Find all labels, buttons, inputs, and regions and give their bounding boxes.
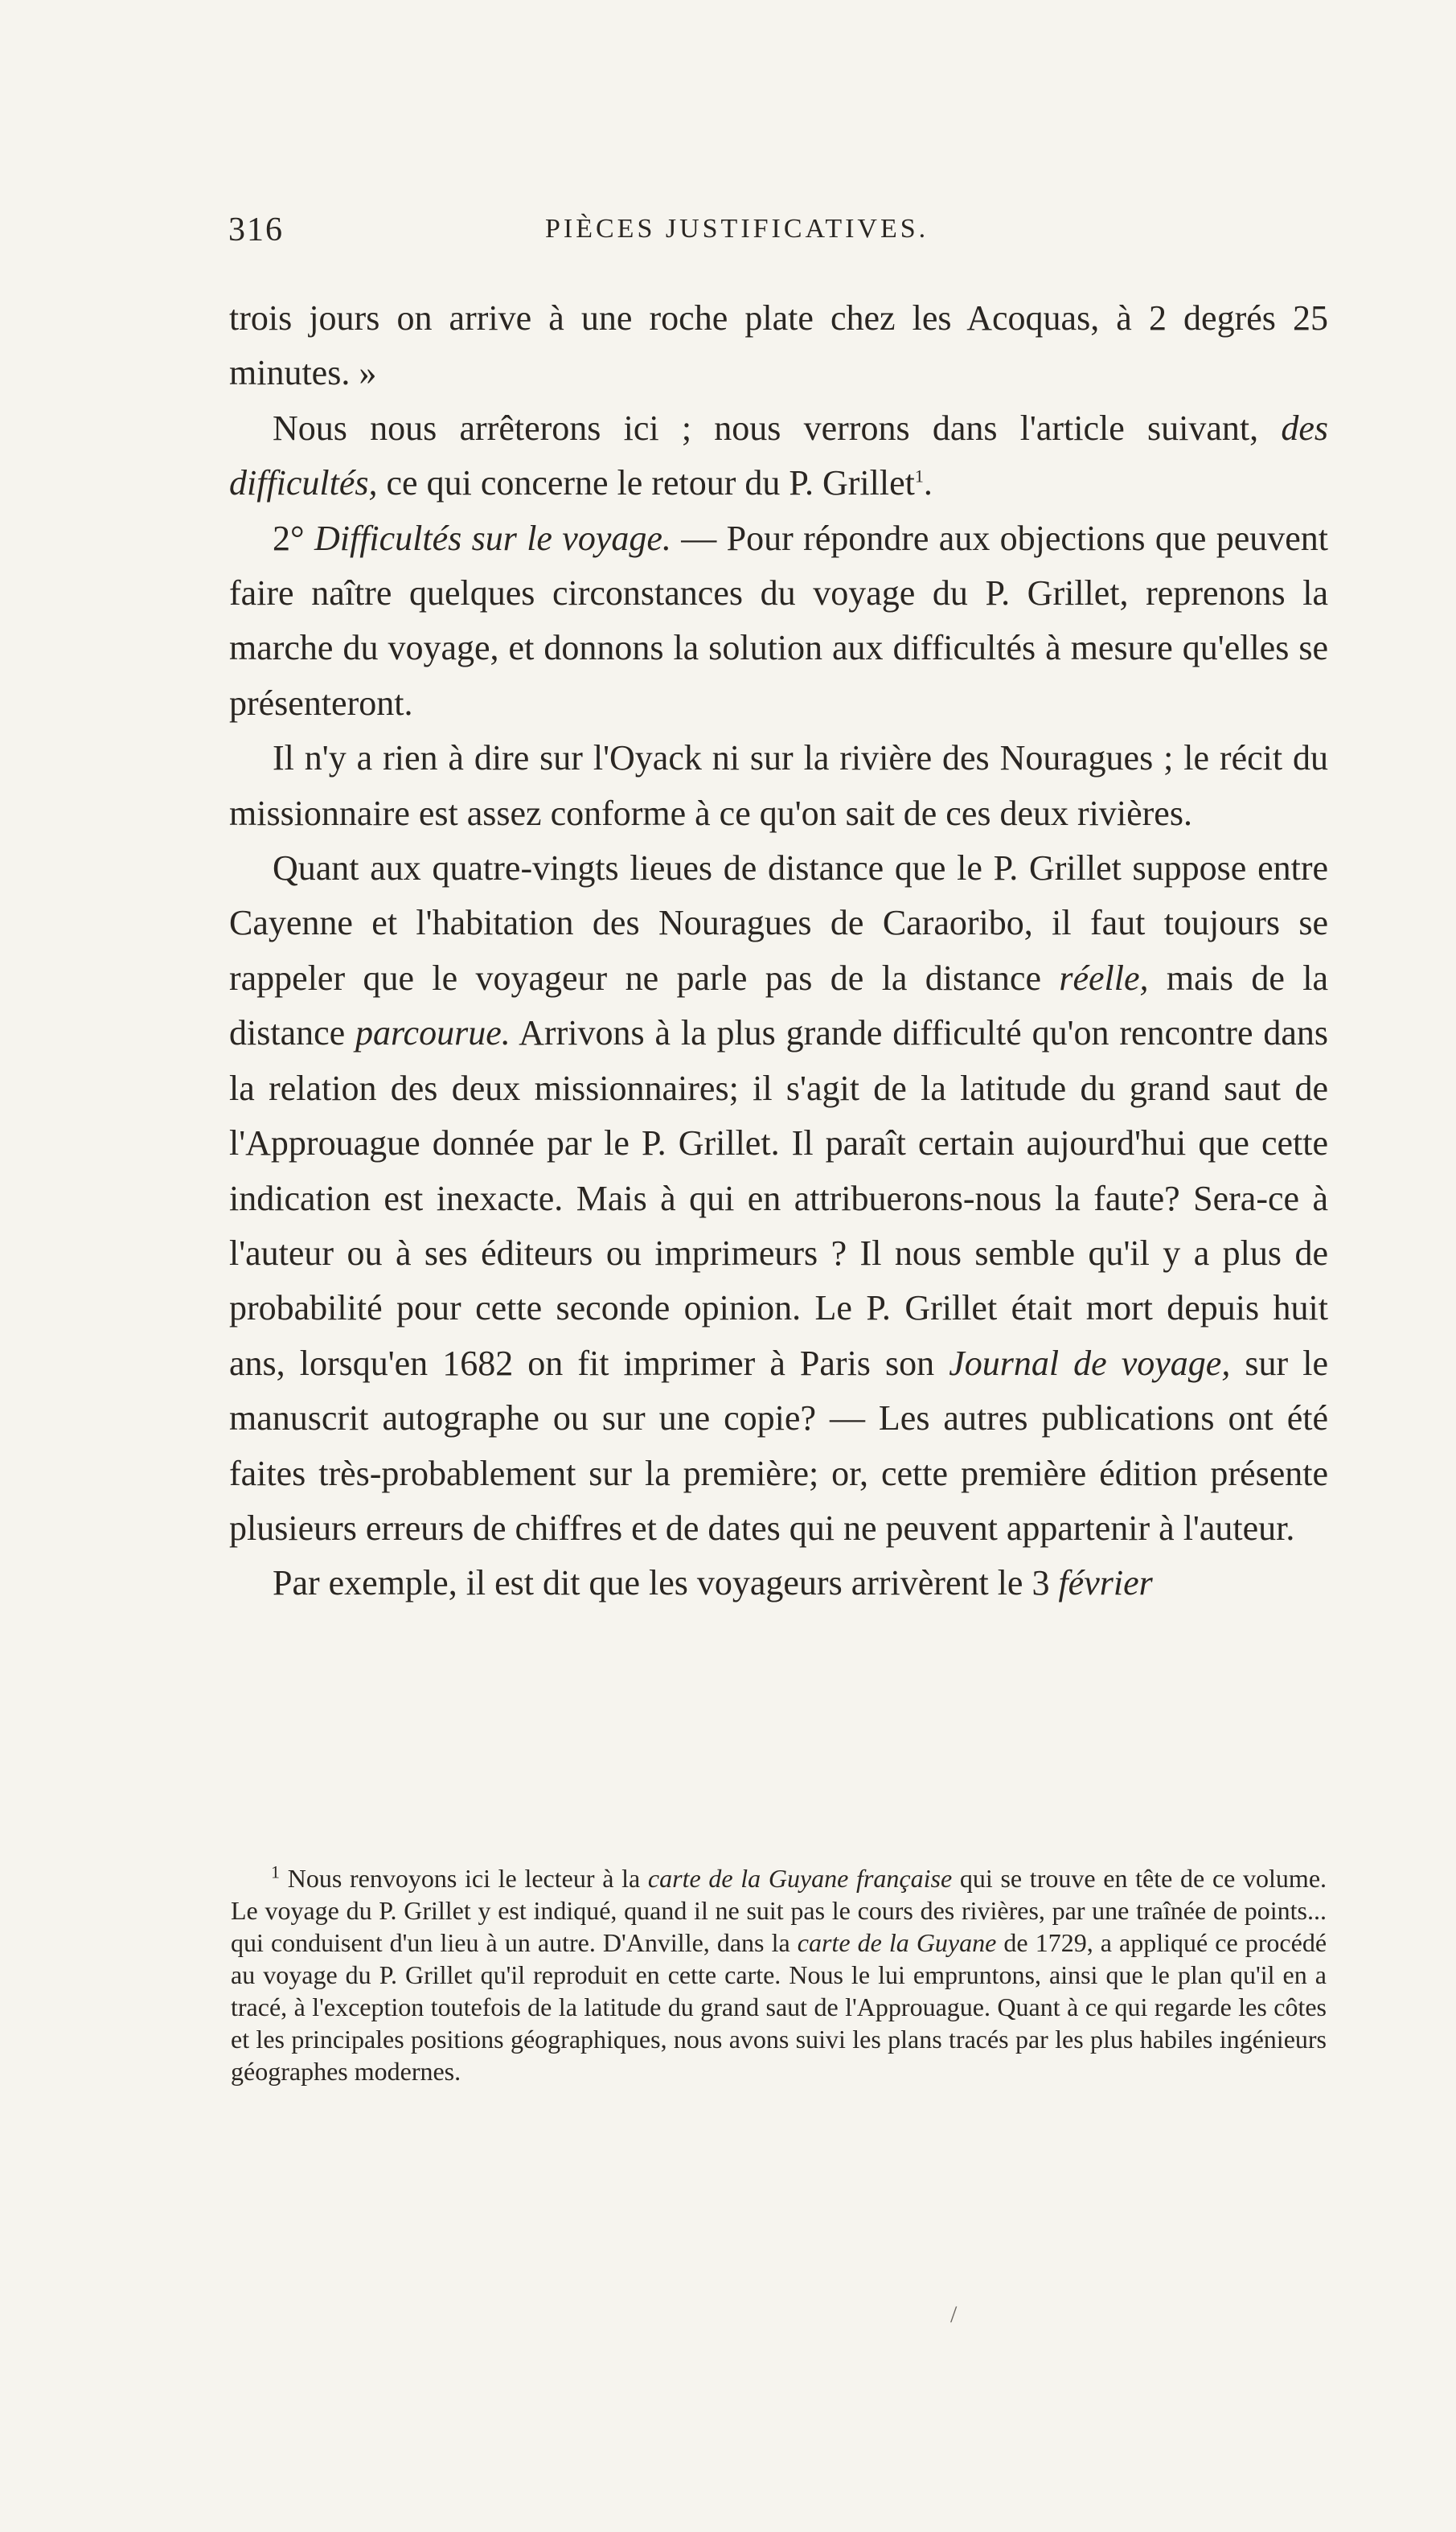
paragraph-3: 2° Difficultés sur le voyage. — Pour répondre aux objections que peuvent faire naître quelques circonstances du voyage du P. Grillet, reprenons la marche du voyage, et donnons la solution aux difficultés à mesure qu'elles se présenteront. [229,518,1329,723]
paragraph-4: Il n'y a rien à dire sur l'Oyack ni sur la rivière des Nouragues ; le récit du missionnaire est assez conforme à ce qu'on sait de ces deux rivières. [229,738,1328,833]
body-text [229,291,1328,1611]
paragraph-2: Nous nous arrêterons ici ; nous verrons dans l'article suivant, des difficultés, ce qui concerne le retour du P. Grillet$^1$. [229,408,1328,503]
footnotes [231,1862,1327,2087]
paragraph-6: Par exemple, il est dit que les voyageurs arrivèrent le 3 février [273,1563,1153,1603]
paragraph-1: trois jours on arrive à une roche plate chez les Acoquas, à 2 degrés 25 minutes. » [229,298,1328,393]
page-number: 316 [228,211,284,248]
footnote-1: $^1$ Nous renvoyons ici le lecteur à la carte de la Guyane française qui se trouve en tête de ce volume. Le voyage du P. Grillet y est indiqué, quand il ne suit pas le cours des rivières, par une traînée de points... qui conduisent d'un lieu à un autre. D'Anville, dans la carte de la Guyane de 1729, a appliqué ce procédé au voyage du P. Grillet qu'il reproduit en cette carte. Nous le lui empruntons, ainsi que le plan qu'il en a tracé, à l'exception toutefois de la latitude du grand saut de l'Approuague. Quant à ce qui regarde les côtes et les principales positions géographiques, nous avons suivi les plans tracés par les plus habiles ingénieurs géographes modernes. [231,1861,1327,2086]
paragraph-5: Quant aux quatre-vingts lieues de distance que le P. Grillet suppose entre Cayenne et l'habitation des Nouragues de Caraoribo, il faut toujours se rappeler que le voyageur ne parle pas de la distance réelle, mais de la distance parcourue. Arrivons à la plus grande difficulté qu'on rencontre dans la relation des deux missionnaires; il s'agit de la latitude du grand saut de l'Approuague donnée par le P. Grillet. Il paraît certain aujourd'hui que cette indication est inexacte. Mais à qui en attribuerons-nous la faute? Sera-ce à l'auteur ou à ses éditeurs ou imprimeurs ? Il nous semble qu'il y a plus de probabilité pour cette seconde opinion. Le P. Grillet était mort depuis huit ans, lorsqu'en 1682 on fit imprimer à Paris son Journal de voyage, sur le manuscrit autographe ou sur une copie? — Les autres publications ont été faites très-probablement sur la première; or, cette première édition présente plusieurs erreurs de chiffres et de dates qui ne peuvent appartenir à l'auteur. [229,848,1329,1548]
stray-pencil-mark: / [950,2301,958,2328]
running-head: PIÈCES JUSTIFICATIVES. [545,214,929,244]
page-header [217,211,1327,259]
footnote-reference[interactable]: 1 [914,466,924,486]
footnote-mark: 1 [271,1861,280,1882]
